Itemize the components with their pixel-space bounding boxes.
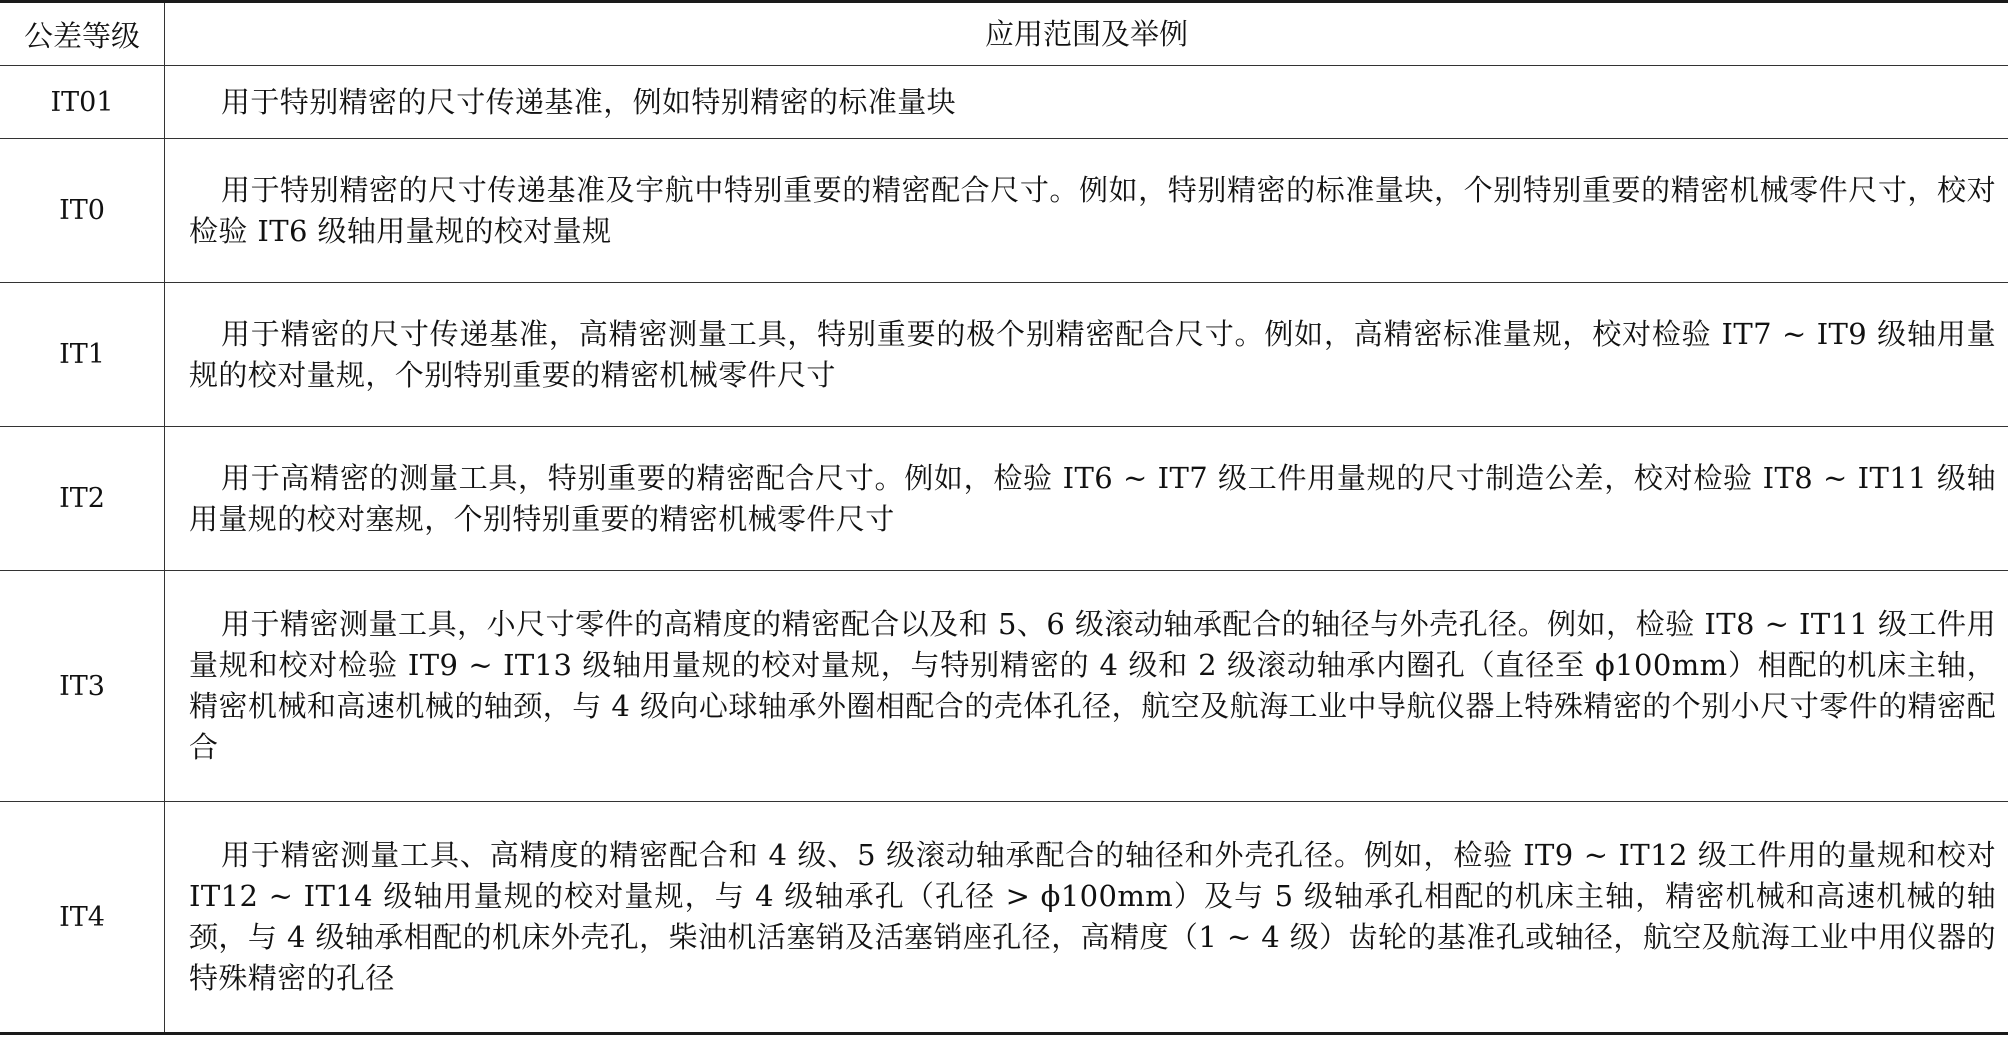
header-application: 应用范围及举例 — [165, 2, 2008, 66]
table-row — [0, 802, 2008, 1034]
table-row — [0, 66, 2008, 139]
grade-cell: IT0 — [0, 139, 165, 283]
table-row — [0, 571, 2008, 802]
application-cell — [165, 66, 2008, 139]
table-row — [0, 139, 2008, 283]
grade-cell: IT01 — [0, 66, 165, 139]
application-text: 用于精密测量工具、高精度的精密配合和 4 级、5 级滚动轴承配合的轴径和外壳孔径。例如，检验 IT9 ~ IT12 级工件用的量规和校对 IT12 ~ IT14 级轴用量规的校对量规，与 4 级轴承孔（孔径 > ϕ100mm）及与 5 级轴承孔相配的机床主轴，精密机械和高速机械的轴颈，与 4 级轴承相配的机床外壳孔，柴油机活塞销及活塞销座孔径，高精度（1 ~ 4 级）齿轮的基准孔或轴径，航空及航海工业中用仪器的特殊精密的孔径 — [189, 838, 1996, 995]
application-text: 用于高精密的测量工具，特别重要的精密配合尺寸。例如，检验 IT6 ~ IT7 级工件用量规的尺寸制造公差，校对检验 IT8 ~ IT11 级轴用量规的校对塞规，个别特别重要的精密机械零件尺寸 — [189, 460, 1996, 536]
application-text: 用于精密的尺寸传递基准，高精密测量工具，特别重要的极个别精密配合尺寸。例如，高精密标准量规，校对检验 IT7 ~ IT9 级轴用量规的校对量规，个别特别重要的精密机械零件尺寸 — [189, 316, 1997, 392]
grade-cell: IT1 — [0, 283, 165, 427]
header-grade: 公差等级 — [0, 2, 165, 66]
table-header — [0, 2, 2008, 66]
application-cell — [165, 571, 2008, 802]
table-body — [0, 66, 2008, 1034]
application-cell — [165, 139, 2008, 283]
table-row — [0, 283, 2008, 427]
grade-cell: IT3 — [0, 571, 165, 802]
application-text: 用于精密测量工具，小尺寸零件的高精度的精密配合以及和 5、6 级滚动轴承配合的轴径与外壳孔径。例如，检验 IT8 ~ IT11 级工件用量规和校对检验 IT9 ~ IT13 级轴用量规的校对量规，与特别精密的 4 级和 2 级滚动轴承内圈孔（直径至 ϕ100mm）相配的机床主轴，精密机械和高速机械的轴颈，与 4 级向心球轴承外圈相配合的壳体孔径，航空及航海工业中导航仪器上特殊精密的个别小尺寸零件的精密配合 — [189, 607, 1996, 764]
application-cell — [165, 802, 2008, 1034]
application-cell — [165, 427, 2008, 571]
header-row — [0, 2, 2008, 66]
application-cell — [165, 283, 2008, 427]
application-text: 用于特别精密的尺寸传递基准及宇航中特别重要的精密配合尺寸。例如，特别精密的标准量块，个别特别重要的精密机械零件尺寸，校对检验 IT6 级轴用量规的校对量规 — [189, 172, 1996, 248]
grade-cell: IT2 — [0, 427, 165, 571]
table-row — [0, 427, 2008, 571]
application-text: 用于特别精密的尺寸传递基准，例如特别精密的标准量块 — [221, 84, 957, 119]
grade-cell: IT4 — [0, 802, 165, 1034]
